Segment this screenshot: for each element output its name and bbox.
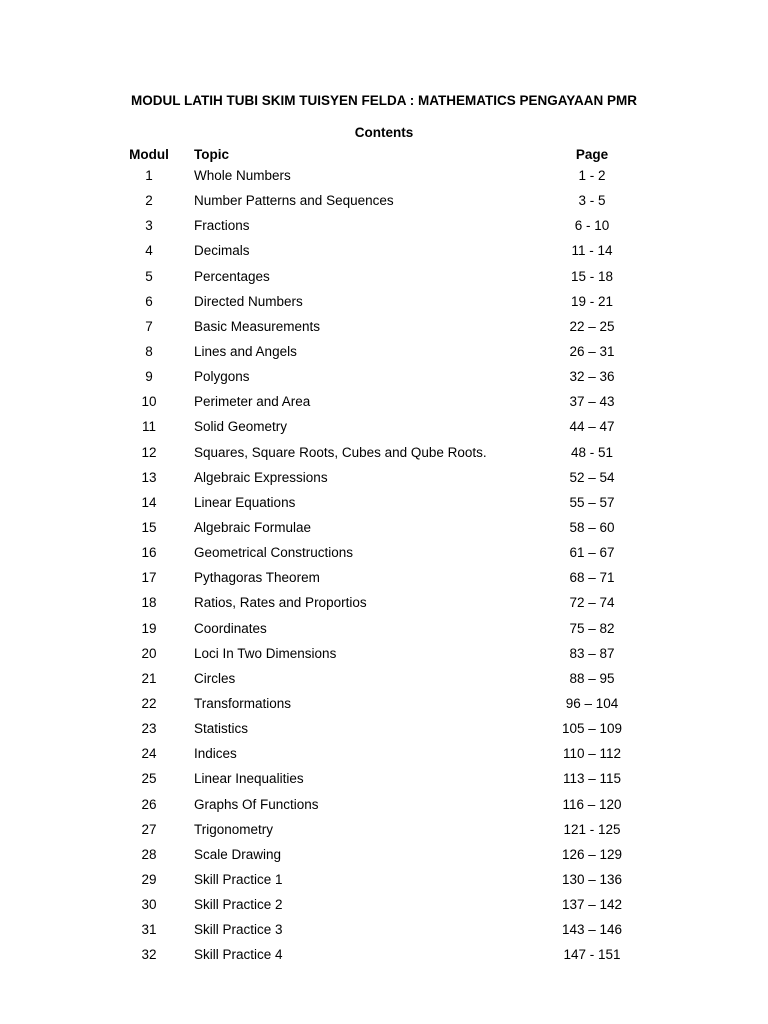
row-pages: 55 – 57 — [569, 494, 615, 510]
row-number: 10 — [141, 394, 157, 410]
row-number: 22 — [141, 695, 157, 711]
row-number: 12 — [141, 444, 157, 460]
row-number: 9 — [145, 369, 153, 385]
table-row — [0, 267, 768, 292]
row-topic: Polygons — [194, 369, 250, 385]
row-number: 15 — [141, 519, 157, 535]
row-number: 19 — [141, 620, 157, 636]
row-number: 11 — [141, 419, 156, 435]
table-row — [0, 443, 768, 468]
row-pages: 52 – 54 — [569, 469, 615, 485]
row-pages: 113 – 115 — [562, 771, 622, 787]
row-number: 20 — [141, 645, 157, 661]
row-topic: Algebraic Formulae — [194, 519, 312, 535]
table-row — [0, 568, 768, 593]
row-topic: Perimeter and Area — [194, 394, 311, 410]
table-row — [0, 543, 768, 568]
row-number: 14 — [141, 494, 157, 510]
row-pages: 1 - 2 — [578, 168, 606, 183]
row-number: 4 — [145, 243, 153, 259]
table-row — [0, 317, 768, 342]
row-pages: 126 – 129 — [561, 846, 623, 862]
table-row — [0, 392, 768, 417]
row-pages: 147 - 151 — [563, 947, 621, 963]
row-topic: Directed Numbers — [194, 293, 303, 309]
row-topic: Lines and Angels — [194, 343, 297, 359]
table-row — [0, 845, 768, 870]
row-topic: Linear Equations — [194, 494, 296, 510]
table-row — [0, 367, 768, 392]
row-pages: 37 – 43 — [569, 394, 615, 410]
table-row — [0, 166, 768, 191]
table-row — [0, 342, 768, 367]
table-of-contents — [0, 145, 768, 971]
row-topic: Statistics — [194, 721, 249, 737]
row-pages: 3 - 5 — [578, 193, 606, 209]
row-topic: Solid Geometry — [194, 419, 288, 435]
table-row — [0, 518, 768, 543]
row-pages: 116 – 120 — [562, 796, 622, 812]
row-pages: 58 – 60 — [569, 519, 615, 535]
row-topic: Coordinates — [194, 620, 267, 636]
table-row — [0, 191, 768, 216]
row-topic: Transformations — [194, 695, 292, 711]
row-pages: 26 – 31 — [569, 343, 615, 359]
table-row — [0, 593, 768, 618]
row-topic: Graphs Of Functions — [194, 796, 319, 812]
table-row — [0, 920, 768, 945]
row-number: 24 — [141, 746, 157, 762]
row-pages: 44 – 47 — [569, 419, 615, 435]
row-pages: 121 - 125 — [563, 821, 621, 837]
row-pages: 105 – 109 — [561, 721, 623, 737]
header-page: Page — [575, 147, 609, 162]
row-pages: 15 - 18 — [570, 268, 614, 284]
document-title: MODUL LATIH TUBI SKIM TUISYEN FELDA : MATHEMATICS PENGAYAAN PMR — [130, 93, 637, 108]
row-topic: Loci In Two Dimensions — [194, 645, 337, 661]
row-pages: 6 - 10 — [574, 218, 610, 234]
row-number: 8 — [145, 343, 153, 359]
table-row — [0, 895, 768, 920]
row-topic: Number Patterns and Sequences — [194, 193, 394, 209]
row-pages: 96 – 104 — [565, 695, 619, 711]
row-number: 27 — [141, 821, 157, 837]
row-number: 3 — [145, 218, 153, 234]
row-topic: Decimals — [194, 243, 250, 259]
row-number: 31 — [141, 922, 157, 938]
row-topic: Indices — [194, 746, 237, 762]
row-number: 21 — [141, 670, 157, 686]
row-number: 6 — [145, 293, 153, 309]
row-topic: Scale Drawing — [194, 846, 282, 862]
row-topic: Pythagoras Theorem — [194, 570, 320, 586]
row-pages: 22 – 25 — [569, 318, 615, 334]
row-topic: Skill Practice 4 — [194, 947, 283, 963]
table-row — [0, 945, 768, 970]
table-row — [0, 719, 768, 744]
row-pages: 110 – 112 — [562, 746, 622, 762]
row-topic: Skill Practice 3 — [194, 922, 283, 938]
row-topic: Skill Practice 1 — [194, 871, 283, 887]
table-row — [0, 769, 768, 794]
toc-header-row — [0, 145, 768, 166]
row-pages: 48 - 51 — [570, 444, 614, 460]
table-row — [0, 669, 768, 694]
row-number: 2 — [145, 193, 153, 209]
row-pages: 32 – 36 — [569, 369, 615, 385]
row-number: 13 — [141, 469, 157, 485]
table-row — [0, 292, 768, 317]
row-number: 30 — [141, 897, 157, 913]
row-pages: 137 – 142 — [561, 897, 623, 913]
table-row — [0, 241, 768, 266]
toc-body — [0, 166, 768, 971]
row-number: 7 — [145, 318, 153, 334]
header-topic: Topic — [194, 147, 229, 162]
row-topic: Algebraic Expressions — [194, 469, 328, 485]
table-row — [0, 644, 768, 669]
row-pages: 88 – 95 — [569, 670, 615, 686]
row-topic: Percentages — [194, 268, 270, 284]
table-row — [0, 820, 768, 845]
row-number: 29 — [141, 871, 157, 887]
table-row — [0, 619, 768, 644]
table-row — [0, 744, 768, 769]
row-pages: 130 – 136 — [561, 871, 623, 887]
row-number: 32 — [141, 947, 157, 963]
table-row — [0, 795, 768, 820]
row-number: 5 — [145, 268, 153, 284]
row-topic: Linear Inequalities — [194, 771, 304, 787]
row-pages: 75 – 82 — [569, 620, 615, 636]
table-row — [0, 216, 768, 241]
row-pages: 72 – 74 — [569, 595, 615, 611]
contents-heading: Contents — [354, 125, 414, 140]
row-number: 26 — [141, 796, 157, 812]
row-pages: 83 – 87 — [569, 645, 615, 661]
row-pages: 143 – 146 — [561, 922, 623, 938]
row-topic: Geometrical Constructions — [194, 545, 354, 561]
row-pages: 19 - 21 — [570, 293, 614, 309]
row-number: 23 — [141, 721, 157, 737]
row-number: 17 — [141, 570, 157, 586]
table-row — [0, 493, 768, 518]
row-number: 16 — [141, 545, 157, 561]
row-topic: Skill Practice 2 — [194, 897, 283, 913]
row-pages: 68 – 71 — [569, 570, 615, 586]
row-number: 25 — [141, 771, 157, 787]
table-row — [0, 417, 768, 442]
table-row — [0, 468, 768, 493]
row-topic: Trigonometry — [194, 821, 274, 837]
row-topic: Whole Numbers — [194, 168, 291, 183]
header-modul: Modul — [129, 147, 169, 162]
row-number: 18 — [141, 595, 157, 611]
row-pages: 61 – 67 — [569, 545, 615, 561]
table-row — [0, 694, 768, 719]
row-number: 1 — [145, 168, 153, 183]
row-topic: Ratios, Rates and Proportios — [194, 595, 367, 611]
row-topic: Circles — [194, 670, 236, 686]
row-topic: Fractions — [194, 218, 250, 234]
row-topic: Basic Measurements — [194, 318, 321, 334]
table-row — [0, 870, 768, 895]
row-topic: Squares, Square Roots, Cubes and Qube Roots. — [194, 444, 487, 460]
row-pages: 11 - 14 — [571, 243, 613, 259]
row-number: 28 — [141, 846, 157, 862]
